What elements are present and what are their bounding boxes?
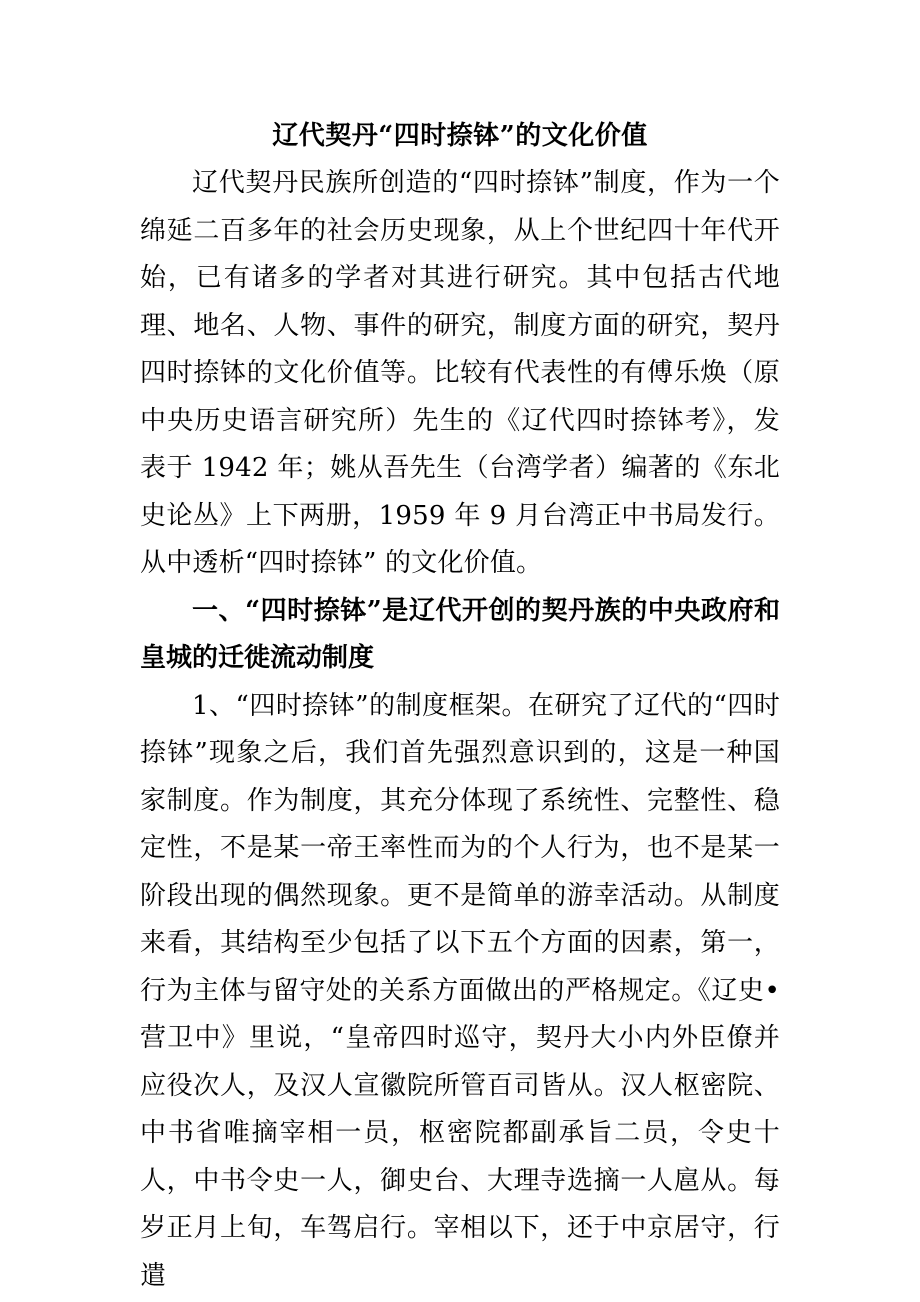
document-title: 辽代契丹“四时捺钵”的文化价值 — [272, 121, 648, 151]
section-heading: 一、“四时捺钵”是辽代开创的契丹族的中央政府和皇城的迁徙流动制度 — [140, 595, 780, 673]
section-paragraph: 1、“四时捺钵”的制度框架。在研究了辽代的“四时捺钵”现象之后，我们首先强烈意识到的，这是一种国家制度。作为制度，其充分体现了系统性、完整性、稳定性，不是某一帝王率性而为的个人行为，也不是某一阶段出现的偶然现象。更不是简单的游幸活动。从制度来看，其结构至少包括了以下五个方面的因素，第一，行为主体与留守处的关系方面做出的严格规定。《辽史•营卫中》里说，“皇帝四时巡守，契丹大小内外臣僚并应役次人，及汉人宣徽院所管百司皆从。汉人枢密院、中书省唯摘宰相一员，枢密院都副承旨二员，令史十人，中书令史一人，御史台、大理寺选摘一人扈从。每岁正月上旬，车驾启行。宰相以下，还于中京居守，行遣 — [140, 690, 780, 1291]
intro-paragraph: 辽代契丹民族所创造的“四时捺钵”制度，作为一个绵延二百多年的社会历史现象，从上个世纪四十年代开始，已有诸多的学者对其进行研究。其中包括古代地理、地名、人物、事件的研究，制度方面的研究，契丹四时捺钵的文化价值等。比较有代表性的有傅乐焕（原中央历史语言研究所）先生的《辽代四时捺钵考》，发表于 1942 年；姚从吾先生（台湾学者）编著的《东北史论丛》上下两册，1959 年 9 月台湾正中书局发行。从中透析“四时捺钵” 的文化价值。 — [140, 168, 780, 578]
document-body — [140, 112, 780, 1300]
